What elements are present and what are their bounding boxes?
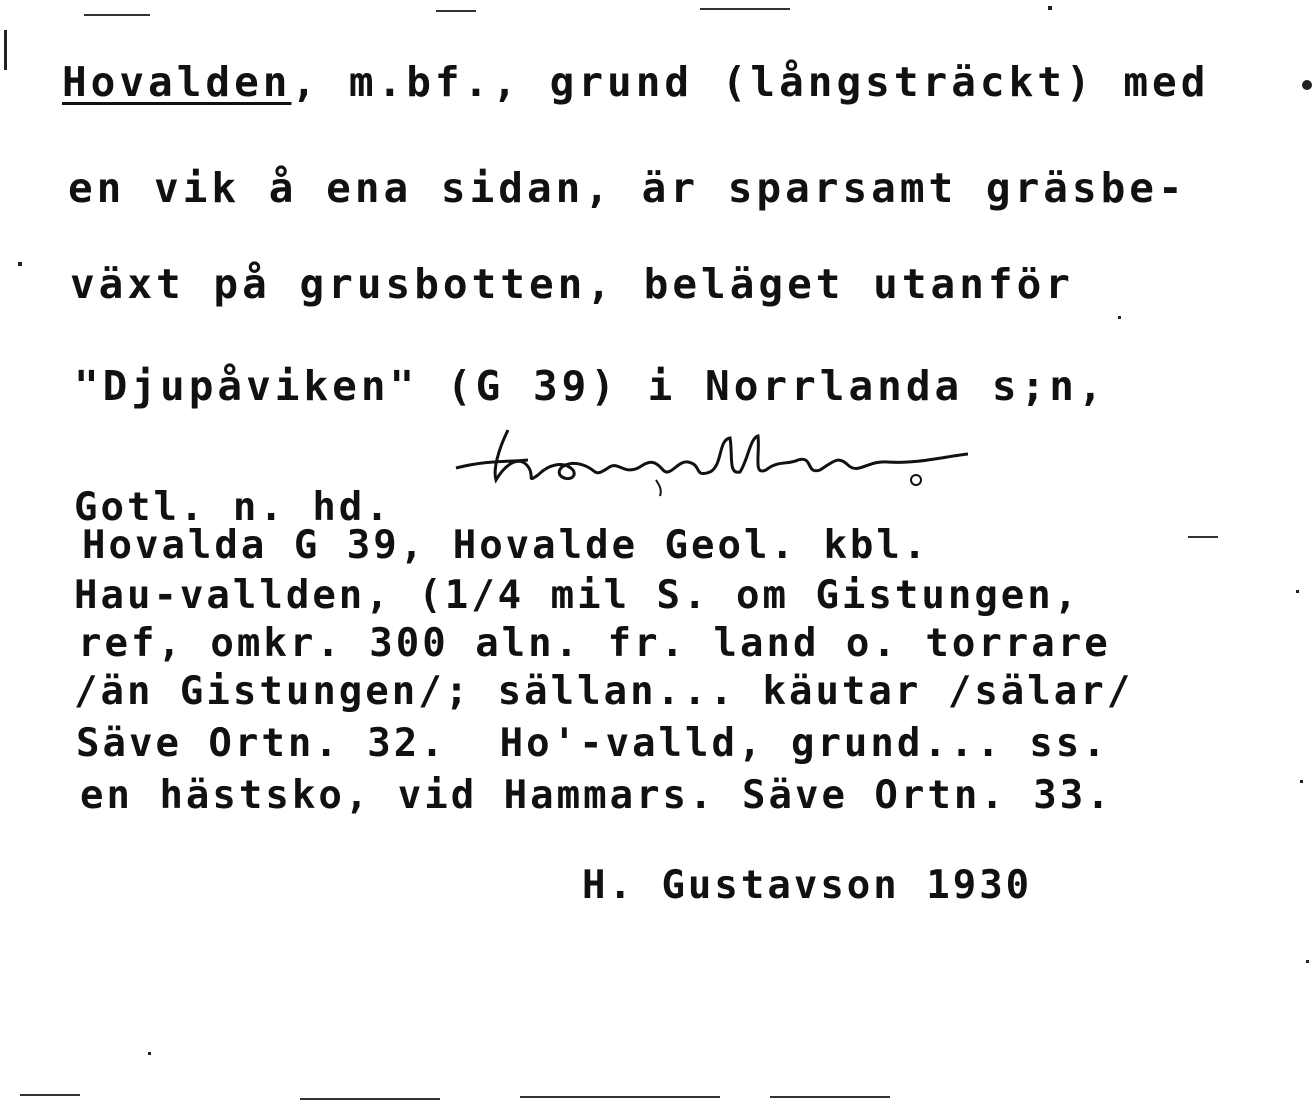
scan-speck (436, 10, 476, 12)
entry-line-3: växt på grusbotten, beläget utanför (70, 260, 1074, 308)
headword: Hovalden (62, 58, 292, 106)
entry-line-4: "Djupåviken" (G 39) i Norrlanda s;n, (74, 362, 1107, 410)
scan-speck (1118, 316, 1121, 319)
scan-speck (148, 1052, 151, 1055)
scan-speck (84, 14, 150, 16)
scan-speck (1188, 536, 1218, 538)
scan-speck (1048, 6, 1052, 10)
scan-speck (1296, 590, 1299, 593)
entry-line-2: en vik å ena sidan, är sparsamt gräsbe- (68, 164, 1187, 212)
entry-line-1 (62, 58, 1210, 106)
scan-speck (18, 262, 22, 266)
scan-speck (520, 1096, 720, 1098)
handwritten-annotation (448, 420, 978, 500)
signature: H. Gustavson 1930 (582, 863, 1033, 908)
entry-line-11: en hästsko, vid Hammars. Säve Ortn. 33. (80, 773, 1113, 818)
scan-speck (4, 30, 7, 70)
scan-speck (300, 1098, 440, 1100)
entry-line-8: ref, omkr. 300 aln. fr. land o. torrare (78, 621, 1111, 666)
entry-line-7: Hau-vallden, (1/4 mil S. om Gistungen, (74, 573, 1081, 618)
scan-speck (770, 1096, 890, 1098)
entry-line-10: Säve Ortn. 32. Ho'-valld, grund... ss. (76, 721, 1109, 766)
entry-line-9: /än Gistungen/; sällan... käutar /sälar/ (74, 669, 1134, 714)
scan-speck (20, 1094, 80, 1096)
scan-speck (1300, 780, 1303, 783)
entry-line-6: Hovalda G 39, Hovalde Geol. kbl. (82, 523, 930, 568)
scan-speck (1302, 80, 1312, 90)
entry-line-5: Gotl. n. hd. (74, 485, 392, 530)
scan-speck (1306, 960, 1309, 963)
scan-speck (700, 8, 790, 10)
entry-line-1-rest: , m.bf., grund (långsträckt) med (291, 58, 1210, 106)
